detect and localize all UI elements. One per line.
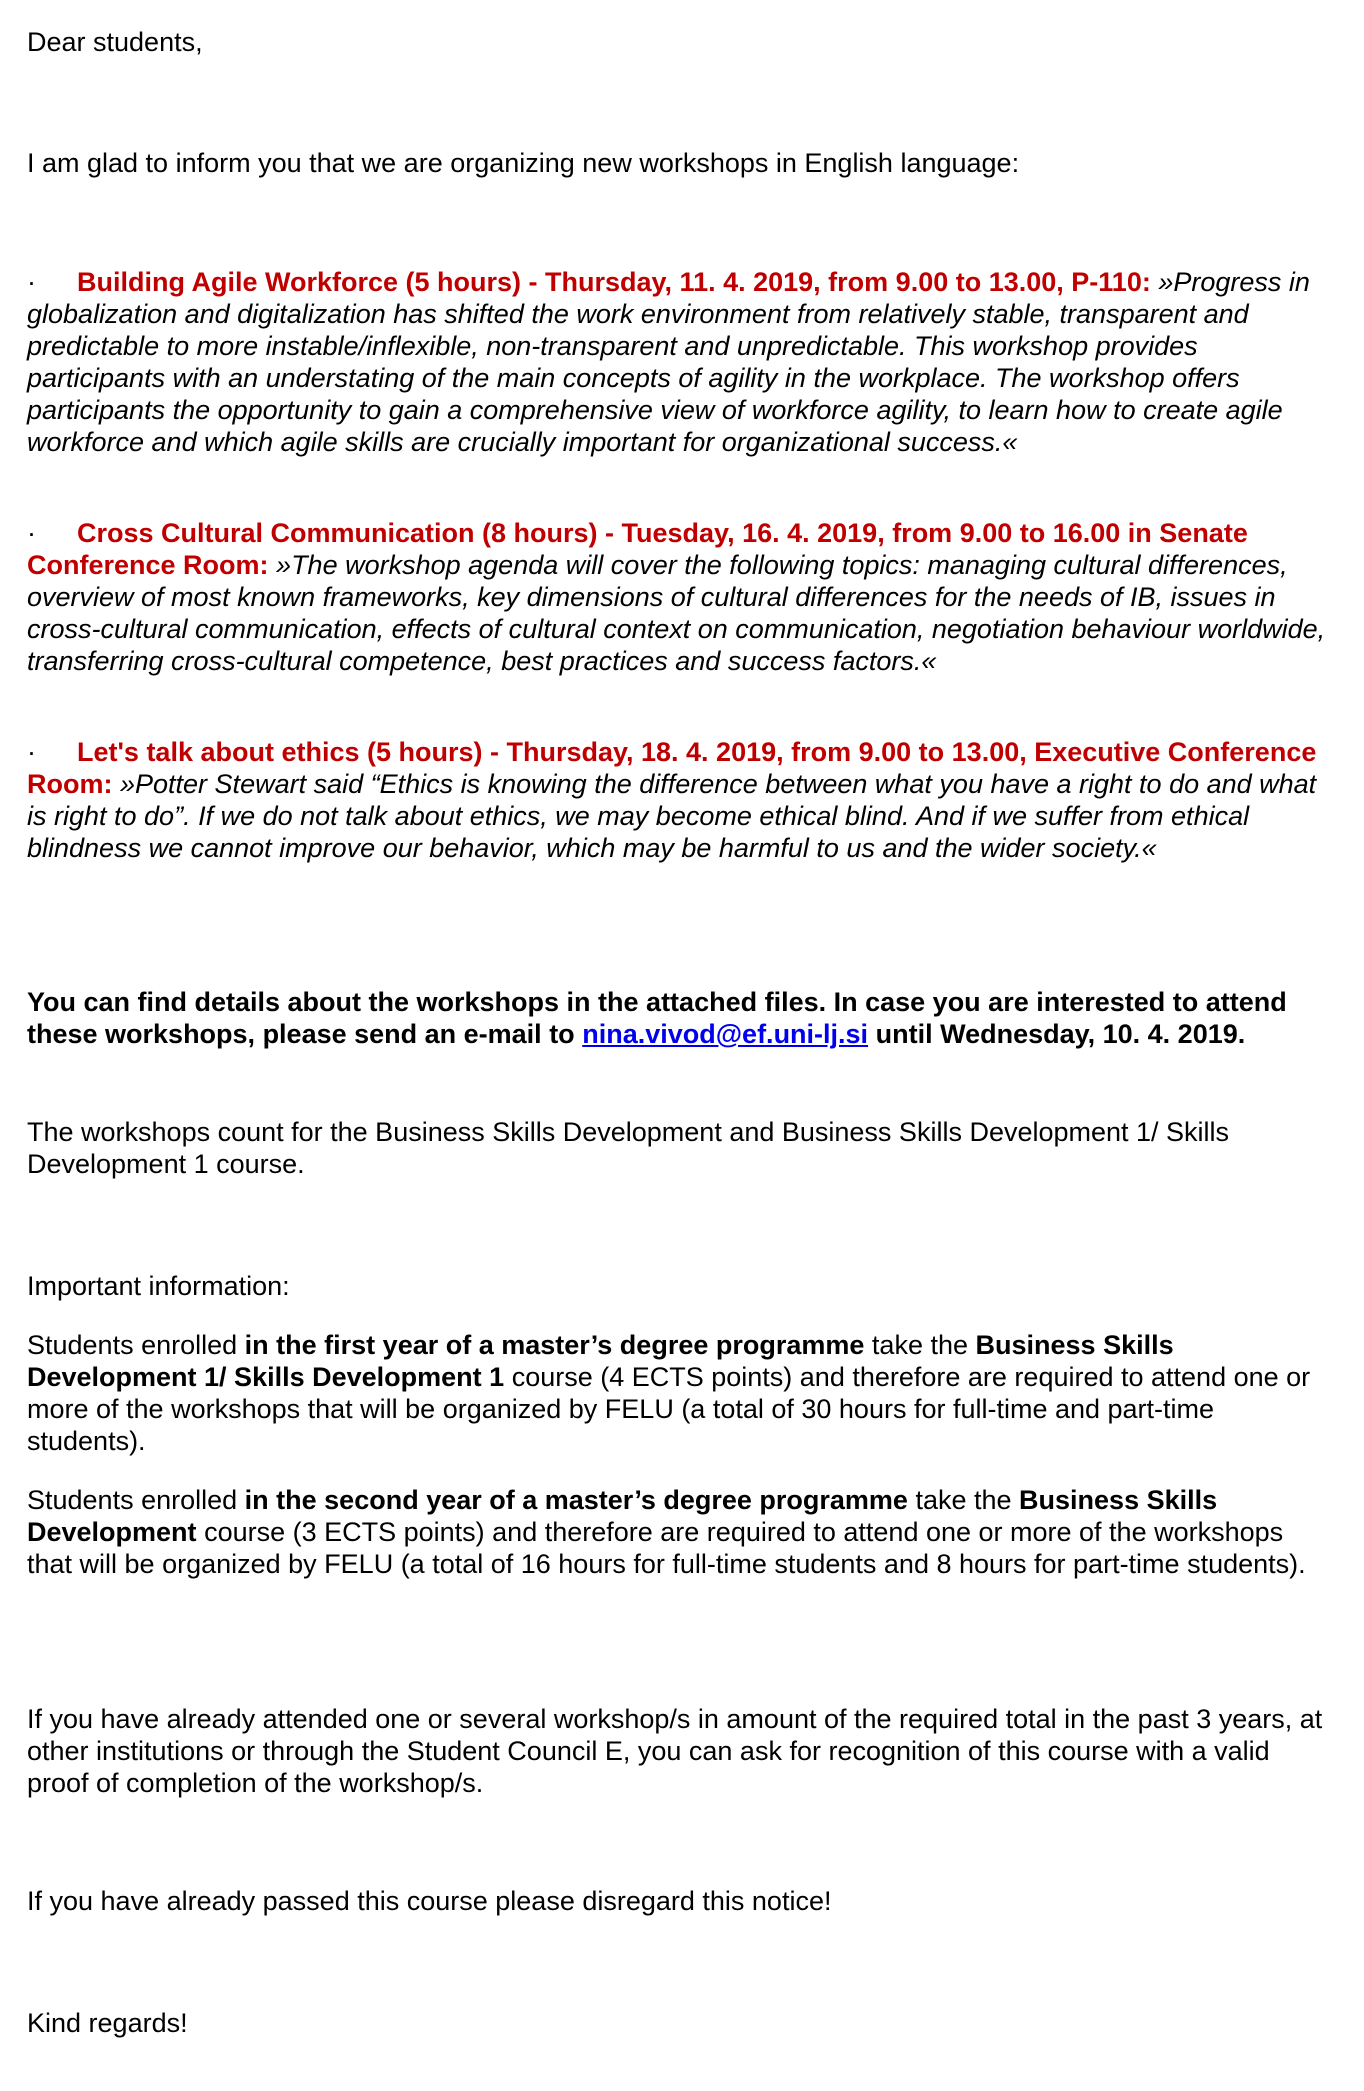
bold-segment: Business Skills Development [27, 1485, 1218, 1547]
text-segment: course (4 ECTS points) and therefore are required to attend one or more of the workshops that will be organized by FELU (a total of 30 hours for full-time and part-time students). [27, 1362, 1311, 1456]
workshop-title: Building Agile Workforce (5 hours) - Thursday, 11. 4. 2019, from 9.00 to 13.00, P-110: [77, 267, 1151, 297]
second-year-info [27, 1484, 1327, 1580]
intro-text: I am glad to inform you that we are organizing new workshops in English language: [27, 148, 1020, 178]
text-segment: course (3 ECTS points) and therefore are required to attend one or more of the workshops that will be organized by FELU (a total of 16 hours for full-time students and 8 hours for part-time students). [27, 1517, 1306, 1579]
workshop-description: »Potter Stewart said “Ethics is knowing the difference between what you have a right to do and what is right to do”. If we do not talk about ethics, we may become ethical blind. And if we suffer from ethical blindness we cannot improve our behavior, which may be harmful to us and the wider society.« [27, 769, 1317, 863]
bold-segment: in the second year of a master’s degree programme [244, 1485, 908, 1515]
workshop-item [27, 517, 1337, 677]
bullet: · [27, 737, 36, 767]
important-heading: Important information: [27, 1271, 290, 1301]
text-segment: Students enrolled [27, 1330, 238, 1360]
count-note: The workshops count for the Business Skills Development and Business Skills Development 1/ Skills Development 1 course. [27, 1117, 1230, 1179]
bold-segment: in the first year of a master’s degree programme [244, 1330, 865, 1360]
workshop-title: Let's talk about ethics (5 hours) - Thursday, 18. 4. 2019, from 9.00 to 13.00, Executive Conference Room: [27, 737, 1317, 799]
recognition-info: If you have already attended one or several workshop/s in amount of the required total in the past 3 years, at other institutions or through the Student Council E, you can ask for recognition of this course with a valid proof of completion of the workshop/s. [27, 1704, 1323, 1798]
closing: Kind regards! [27, 2008, 188, 2038]
details-deadline: until Wednesday, 10. 4. 2019. [875, 1019, 1246, 1049]
first-year-info [27, 1329, 1327, 1457]
text-segment: take the [915, 1485, 1012, 1515]
bold-segment: Business Skills Development 1/ Skills Development 1 [27, 1330, 1174, 1392]
workshop-title: Cross Cultural Communication (8 hours) - Tuesday, 16. 4. 2019, from 9.00 to 16.00 in Senate Conference Room: [27, 518, 1248, 580]
bullet: · [27, 267, 36, 297]
workshop-item [27, 266, 1337, 458]
details-text: You can find details about the workshops in the attached files. In case you are interested to attend these workshops, please send an e-mail to [27, 987, 1287, 1049]
details-paragraph [27, 986, 1327, 1050]
disregard-notice: If you have already passed this course please disregard this notice! [27, 1886, 832, 1916]
email-link[interactable]: nina.vivod@ef.uni-lj.si [582, 1019, 869, 1049]
bullet: · [27, 518, 36, 548]
greeting: Dear students, [27, 27, 203, 57]
text-segment: take the [871, 1330, 968, 1360]
workshop-item [27, 736, 1337, 864]
workshop-description: »Progress in globalization and digitalization has shifted the work environment from relatively stable, transparent and predictable to more instable/inflexible, non-transparent and unpredictable. This workshop provides participants with an understating of the main concepts of agility in the workplace. The workshop offers participants the opportunity to gain a comprehensive view of workforce agility, to learn how to create agile workforce and which agile skills are crucially important for organizational success.« [27, 267, 1310, 457]
text-segment: Students enrolled [27, 1485, 238, 1515]
workshop-description: »The workshop agenda will cover the following topics: managing cultural differences, overview of most known frameworks, key dimensions of cultural differences for the needs of IB, issues in cross-cultural communication, effects of cultural context on communication, negotiation behaviour worldwide, transferring cross-cultural competence, best practices and success factors.« [27, 550, 1326, 676]
